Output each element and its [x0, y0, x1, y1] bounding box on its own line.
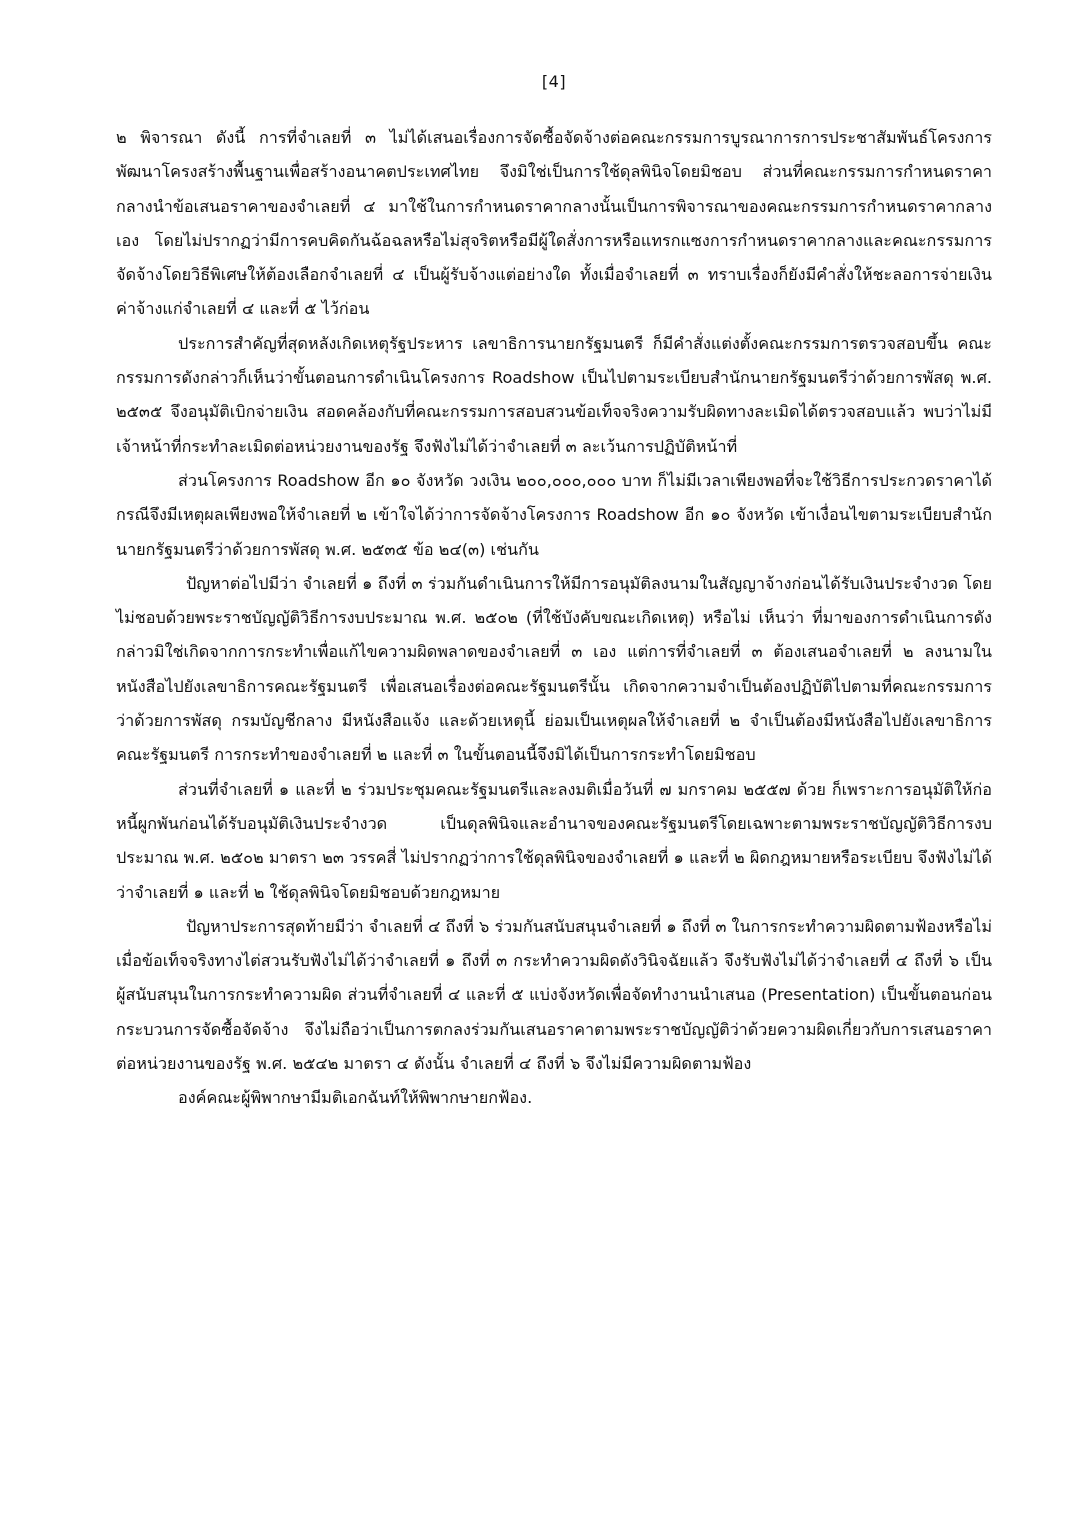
paragraph-final-issue: ปัญหาประการสุดท้ายมีว่า จำเลยที่ ๔ ถึงที่ ๖ ร่วมกันสนับสนุนจำเลยที่ ๑ ถึงที่ ๓ ในการกระทำความผิดตามฟ้องหรือไม่ เมื่อข้อเท็จจริงทางไต่สวนรับฟังไม่ได้ว่าจำเลยที่ ๑ ถึงที่ ๓ กระทำความผิดดังวินิจฉัยแล้ว จึงรับฟังไม่ได้ว่าจำเลยที่ ๔ ถึงที่ ๖ เป็นผู้สนับสนุนในการกระทำความผิด ส่วนที่จำเลยที่ ๔ และที่ ๕ แบ่งจังหวัดเพื่อจัดทำงานนำเสนอ (Presentation) เป็นขั้นตอนก่อนกระบวนการจัดซื้อจัดจ้าง จึงไม่ถือว่าเป็นการตกลงร่วมกันเสนอราคาตามพระราชบัญญัติว่าด้วยความผิดเกี่ยวกับการเสนอราคาต่อหน่วยงานของรัฐ พ.ศ. ๒๕๔๒ มาตรา ๔ ดังนั้น จำเลยที่ ๔ ถึงที่ ๖ จึงไม่มีความผิดตามฟ้อง: [116, 916, 992, 1074]
paragraph-coup-inspection: ประการสำคัญที่สุดหลังเกิดเหตุรัฐประหาร เลขาธิการนายกรัฐมนตรี ก็มีคำสั่งแต่งตั้งคณะกรรมการตรวจสอบขึ้น คณะกรรมการดังกล่าวก็เห็นว่าขั้นตอนการดำเนินโครงการ Roadshow เป็นไปตามระเบียบสำนักนายกรัฐมนตรีว่าด้วยการพัสดุ พ.ศ. ๒๕๓๕ จึงอนุมัติเบิกจ่ายเงิน สอดคล้องกับที่คณะกรรมการสอบสวนข้อเท็จจริงความรับผิดทางละเมิดได้ตรวจสอบแล้ว พบว่าไม่มีเจ้าหน้าที่กระทำละเมิดต่อหน่วยงานของรัฐ จึงฟังไม่ได้ว่าจำเลยที่ ๓ ละเว้นการปฏิบัติหน้าที่: [116, 333, 992, 456]
paragraph-roadshow-10-provinces: ส่วนโครงการ Roadshow อีก ๑๐ จังหวัด วงเงิน ๒๐๐,๐๐๐,๐๐๐ บาท ก็ไม่มีเวลาเพียงพอที่จะใช้วิธีการประกวดราคาได้ กรณีจึงมีเหตุผลเพียงพอให้จำเลยที่ ๒ เข้าใจได้ว่าการจัดจ้างโครงการ Roadshow อีก ๑๐ จังหวัด เข้าเงื่อนไขตามระเบียบสำนักนายกรัฐมนตรีว่าด้วยการพัสดุ พ.ศ. ๒๕๓๕ ข้อ ๒๔(๓) เช่นกัน: [116, 470, 992, 559]
paragraph-verdict: องค์คณะผู้พิพากษามีมติเอกฉันท์ให้พิพากษายกฟ้อง.: [178, 1088, 533, 1108]
paragraph-cabinet-resolution: ส่วนที่จำเลยที่ ๑ และที่ ๒ ร่วมประชุมคณะรัฐมนตรีและลงมติเมื่อวันที่ ๗ มกราคม ๒๕๕๗ ด้วย ก็เพราะการอนุมัติให้ก่อหนี้ผูกพันก่อนได้รับอนุมัติเงินประจำงวด เป็นดุลพินิจและอำนาจของคณะรัฐมนตรีโดยเฉพาะตามพระราชบัญญัติวิธีการงบประมาณ พ.ศ. ๒๕๐๒ มาตรา ๒๓ วรรคสี่ ไม่ปรากฏว่าการใช้ดุลพินิจของจำเลยที่ ๑ และที่ ๒ ผิดกฎหมายหรือระเบียบ จึงฟังไม่ได้ว่าจำเลยที่ ๑ และที่ ๒ ใช้ดุลพินิจโดยมิชอบด้วยกฎหมาย: [116, 779, 992, 902]
paragraph-contract-signing-issue: ปัญหาต่อไปมีว่า จำเลยที่ ๑ ถึงที่ ๓ ร่วมกันดำเนินการให้มีการอนุมัติลงนามในสัญญาจ้างก่อนได้รับเงินประจำงวด โดยไม่ชอบด้วยพระราชบัญญัติวิธีการงบประมาณ พ.ศ. ๒๕๐๒ (ที่ใช้บังคับขณะเกิดเหตุ) หรือไม่ เห็นว่า ที่มาของการดำเนินการดังกล่าวมิใช่เกิดจากการกระทำเพื่อแก้ไขความผิดพลาดของจำเลยที่ ๓ เอง แต่การที่จำเลยที่ ๓ ต้องเสนอจำเลยที่ ๒ ลงนามในหนังสือไปยังเลขาธิการคณะรัฐมนตรี เพื่อเสนอเรื่องต่อคณะรัฐมนตรีนั้น เกิดจากความจำเป็นต้องปฏิบัติไปตามที่คณะกรรมการว่าด้วยการพัสดุ กรมบัญชีกลาง มีหนังสือแจ้ง และด้วยเหตุนี้ ย่อมเป็นเหตุผลให้จำเลยที่ ๒ จำเป็นต้องมีหนังสือไปยังเลขาธิการคณะรัฐมนตรี การกระทำของจำเลยที่ ๒ และที่ ๓ ในขั้นตอนนี้จึงมิได้เป็นการกระทำโดยมิชอบ: [116, 573, 992, 765]
page-number: [4]: [541, 72, 567, 91]
paragraph-continuation: ๒ พิจารณา ดังนี้ การที่จำเลยที่ ๓ ไม่ได้เสนอเรื่องการจัดซื้อจัดจ้างต่อคณะกรรมการบูรณาการการประชาสัมพันธ์โครงการพัฒนาโครงสร้างพื้นฐานเพื่อสร้างอนาคตประเทศไทย จึงมิใช่เป็นการใช้ดุลพินิจโดยมิชอบ ส่วนที่คณะกรรมการกำหนดราคากลางนำข้อเสนอราคาของจำเลยที่ ๔ มาใช้ในการกำหนดราคากลางนั้นเป็นการพิจารณาของคณะกรรมการกำหนดราคากลางเอง โดยไม่ปรากฏว่ามีการคบคิดกันฉ้อฉลหรือไม่สุจริตหรือมีผู้ใดสั่งการหรือแทรกแซงการกำหนดราคากลางและคณะกรรมการจัดจ้างโดยวิธีพิเศษให้ต้องเลือกจำเลยที่ ๔ เป็นผู้รับจ้างแต่อย่างใด ทั้งเมื่อจำเลยที่ ๓ ทราบเรื่องก็ยังมีคำสั่งให้ชะลอการจ่ายเงินค่าจ้างแก่จำเลยที่ ๔ และที่ ๕ ไว้ก่อน: [116, 128, 992, 319]
